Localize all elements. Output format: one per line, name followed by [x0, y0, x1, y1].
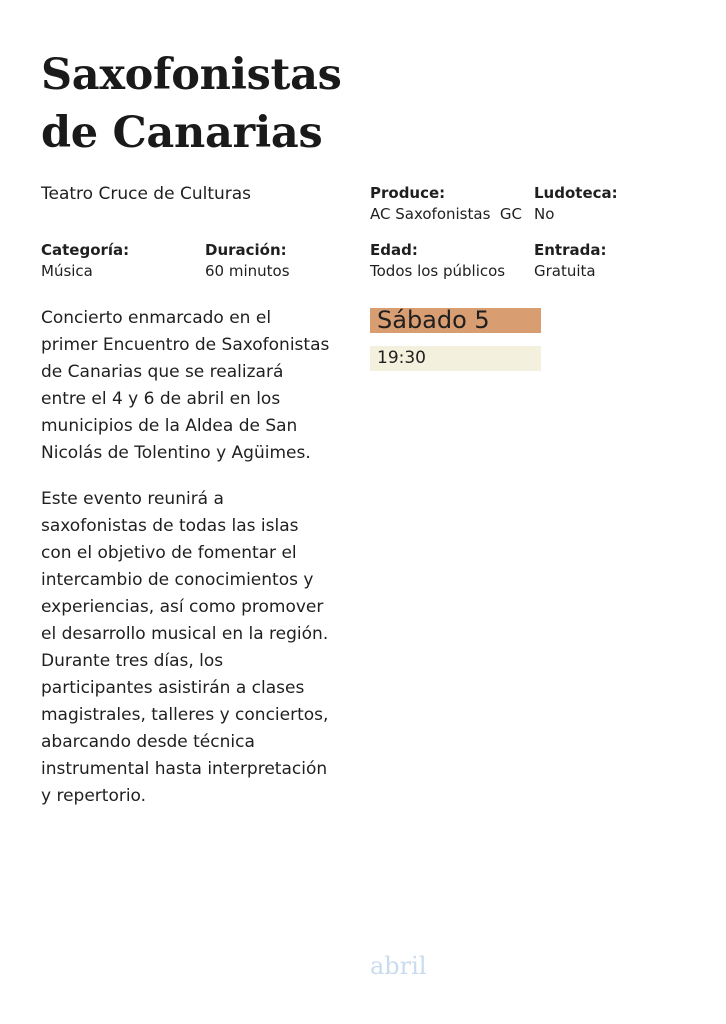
- schedule-date: Sábado 5: [370, 308, 541, 333]
- edad-field: [370, 240, 505, 282]
- produce-field: [370, 183, 522, 225]
- month-label: abril: [370, 952, 427, 980]
- produce-label: Produce:: [370, 184, 446, 202]
- description-paragraph-2: Este evento reunirá a saxofonistas de todas las islas con el objetivo de fomentar el intercambio de conocimientos y experiencias, así como promover el desarrollo musical en la región. Durante tres días, los participantes asistirán a clases magistrales, talleres y conciertos, abarcando desde técnica instrumental hasta interpretación y repertorio.: [41, 489, 329, 806]
- entrada-value: Gratuita: [534, 262, 596, 280]
- produce-value: AC Saxofonistas GC: [370, 205, 523, 223]
- event-title-line-1: Saxofonistas: [41, 50, 342, 100]
- categoria-label: Categoría:: [41, 241, 130, 259]
- edad-value: Todos los públicos: [370, 262, 506, 280]
- ludoteca-value: No: [534, 205, 555, 223]
- description-paragraph-1: Concierto enmarcado en el primer Encuentro de Saxofonistas de Canarias que se realizará entre el 4 y 6 de abril en los municipios de la Aldea de San Nicolás de Tolentino y Agüimes.: [41, 308, 330, 463]
- event-description: [41, 305, 331, 829]
- venue-name: Teatro Cruce de Culturas: [41, 184, 252, 204]
- entrada-label: Entrada:: [534, 241, 607, 259]
- duracion-field: [205, 240, 290, 282]
- entrada-field: [534, 240, 606, 282]
- schedule-time: 19:30: [370, 346, 541, 371]
- ludoteca-label: Ludoteca:: [534, 184, 618, 202]
- ludoteca-field: [534, 183, 618, 225]
- categoria-field: [41, 240, 129, 282]
- categoria-value: Música: [41, 262, 93, 280]
- duracion-value: 60 minutos: [205, 262, 290, 280]
- event-title: [41, 46, 342, 162]
- duracion-label: Duración:: [205, 241, 287, 259]
- edad-label: Edad:: [370, 241, 418, 259]
- event-title-line-2: de Canarias: [41, 108, 323, 158]
